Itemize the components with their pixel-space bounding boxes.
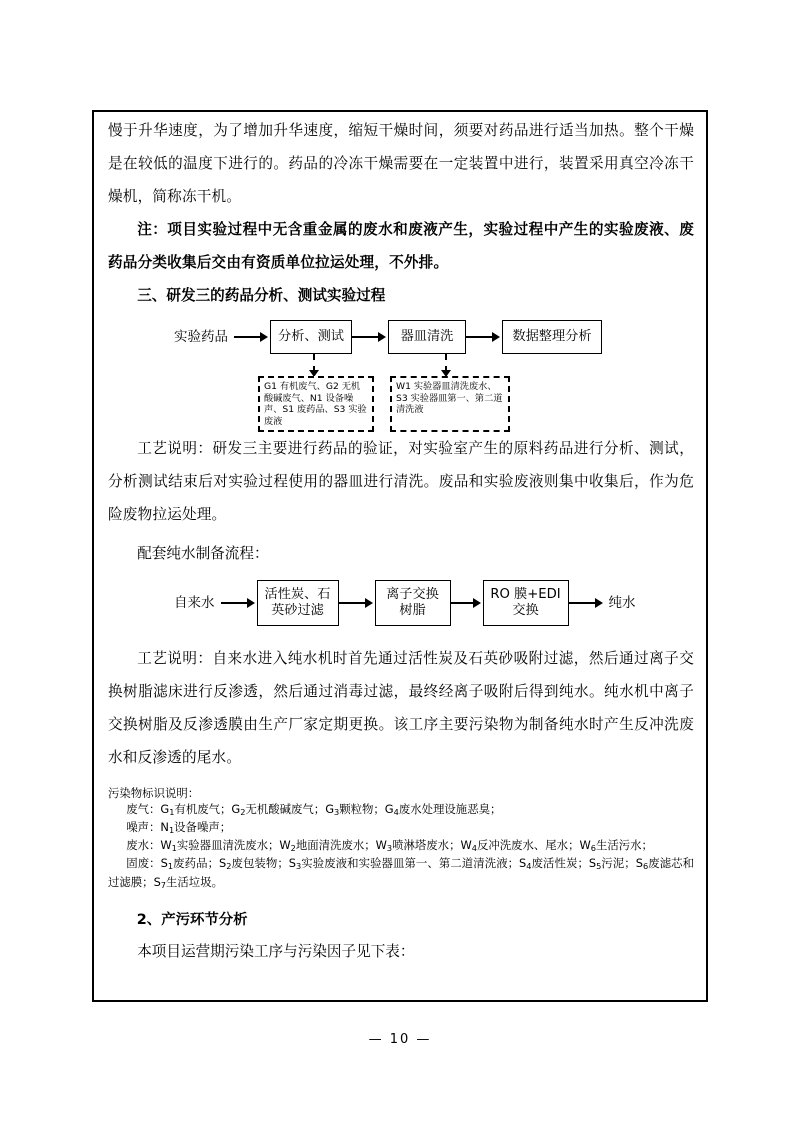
analysis-flow-diagram xyxy=(108,312,694,432)
analysis-flow-box-2: 器皿清洗 xyxy=(388,320,466,354)
legend-waste-gas: 废气：$G_1$有机废气；$G_2$无机酸碱废气；$G_3$颗粒物；$G_4$废水处理设施恶臭； xyxy=(126,801,502,817)
water-flow-box-2-line2: 树脂 xyxy=(399,603,426,618)
water-flow-diagram xyxy=(108,570,694,642)
water-flow-box-2-line1: 离子交换 xyxy=(386,587,439,602)
arrow-icon xyxy=(569,598,603,608)
pollutant-box-2: W1 实验器皿清洗废水、S3 实验器皿第一、第二道清洗液 xyxy=(390,376,510,432)
paragraph-continued: 慢于升华速度，为了增加升华速度，缩短干燥时间，须要对药品进行适当加热。整个干燥是在较低的温度下进行的。药品的冷冻干燥需要在一定装置中进行，装置采用真空冷冻干燥机，简称冻干机。 xyxy=(108,122,694,205)
arrow-icon xyxy=(466,332,500,342)
subheading-2-lead: 本项目运营期污染工序与污染因子见下表： xyxy=(137,942,415,960)
page-number: — 10 — xyxy=(368,1032,432,1047)
page-frame xyxy=(92,110,708,1002)
arrow-icon xyxy=(221,598,255,608)
analysis-flow-box-3: 数据整理分析 xyxy=(502,320,602,354)
water-flow-output-label: 纯水 xyxy=(608,594,636,611)
analysis-flow-input-label: 实验药品 xyxy=(174,328,228,345)
arrow-icon xyxy=(339,598,373,608)
legend-waste-water: 废水：$W_1$实验器皿清洗废水；$W_2$地面清洗废水；$W_3$喷淋塔废水；$W_4$反冲洗废水、尾水；$W_6$生活污水； xyxy=(126,838,653,853)
water-flow-box-1-line1: 活性炭、石 xyxy=(264,587,331,602)
water-flow-lead: 配套纯水制备流程： xyxy=(137,545,269,562)
subheading-2: 2、产污环节分析 xyxy=(136,911,248,928)
process-note-1: 工艺说明：研发三主要进行药品的验证，对实验室产生的原料药品进行分析、测试，分析测试结束后对实验过程使用的器皿进行清洗。废品和实验废液则集中收集后，作为危险废物拉运处理。 xyxy=(108,440,694,523)
arrow-icon xyxy=(451,598,481,608)
page-content xyxy=(108,114,694,968)
arrow-icon xyxy=(234,332,268,342)
water-flow-box-2 xyxy=(375,580,451,626)
water-flow-box-1 xyxy=(257,580,339,626)
pollutant-box-1: G1 有机废气、G2 无机酸碱废气、N1 设备噪声、S1 废药品、S3 实验废液 xyxy=(258,376,374,432)
pollutant-legend xyxy=(108,786,694,893)
water-flow-box-3 xyxy=(483,580,569,626)
note-paragraph: 注：项目实验过程中无含重金属的废水和废液产生，实验过程中产生的实验废液、废药品分类收集后交由有资质单位拉运处理，不外排。 xyxy=(108,221,694,271)
legend-solid-waste: 固废：$S_1$废药品；$S_2$废包装物；$S_3$实验废液和实验器皿第一、第二道清洗液；$S_4$废活性炭；$S_5$污泥；$S_6$废滤芯和过滤膜；$S_7$生活垃圾。 xyxy=(108,856,695,890)
section-heading-three: 三、研发三的药品分析、测试实验过程 xyxy=(137,287,386,304)
water-flow-box-1-line2: 英砂过滤 xyxy=(271,603,324,618)
legend-noise: 噪声：$N_1$设备噪声； xyxy=(126,819,232,835)
legend-title: 污染物标识说明： xyxy=(108,786,200,800)
water-flow-box-3-line1: RO 膜+EDI xyxy=(490,587,561,602)
water-flow-box-3-line2: 交换 xyxy=(512,603,539,618)
process-note-2: 工艺说明：自来水进入纯水机时首先通过活性炭及石英砂吸附过滤，然后通过离子交换树脂滤床进行反渗透，然后通过消毒过滤，最终经离子吸附后得到纯水。纯水机中离子交换树脂及反渗透膜由生产厂家定期更换。该工序主要污染物为制备纯水时产生反冲洗废水和反渗透的尾水。 xyxy=(108,650,694,766)
water-flow-input-label: 自来水 xyxy=(174,594,215,611)
analysis-flow-box-1: 分析、测试 xyxy=(270,320,352,354)
arrow-icon xyxy=(352,332,386,342)
